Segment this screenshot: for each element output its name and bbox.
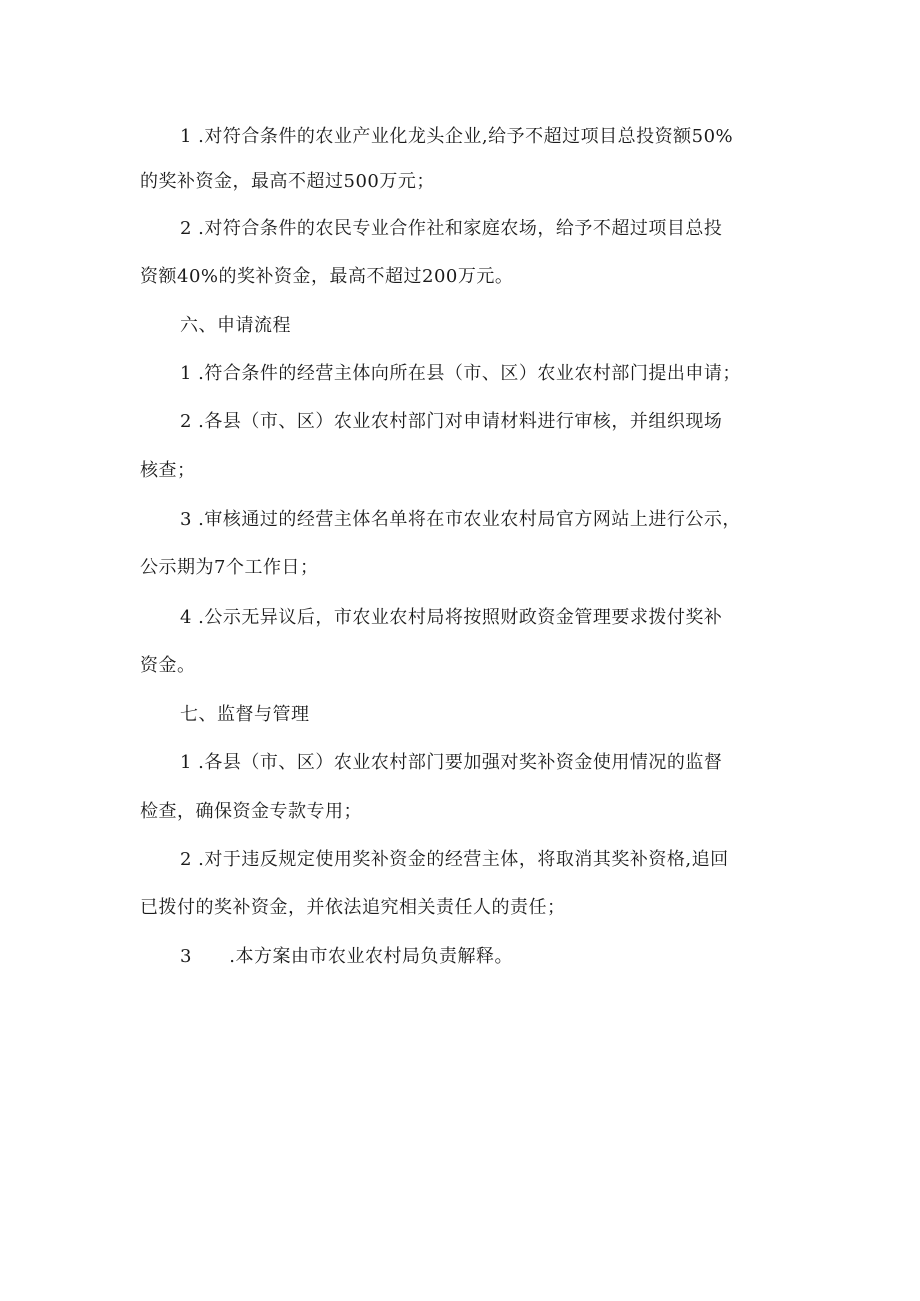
process-item-3-line-2: 公示期为7个工作日； bbox=[140, 557, 319, 578]
subsidy-item-2-line-1: 2 .对符合条件的农民专业合作社和家庭农场，给予不超过项目总投 bbox=[180, 218, 723, 239]
process-item-3-line-1: 3 .审核通过的经营主体名单将在市农业农村局官方网站上进行公示， bbox=[180, 509, 741, 530]
subsidy-item-1-line-1: 1 .对符合条件的农业产业化龙头企业,给予不超过项目总投资额50% bbox=[180, 126, 734, 147]
supervision-item-1-line-2: 检查，确保资金专款专用； bbox=[140, 801, 362, 822]
supervision-item-2-line-2: 已拨付的奖补资金，并依法追究相关责任人的责任； bbox=[140, 897, 566, 918]
process-item-1: 1 .符合条件的经营主体向所在县（市、区）农业农村部门提出申请； bbox=[180, 363, 741, 384]
subsidy-item-2-line-2: 资额40%的奖补资金，最高不超过200万元。 bbox=[140, 266, 514, 287]
process-item-2-line-2: 核查； bbox=[140, 460, 196, 481]
subsidy-item-1-line-2: 的奖补资金，最高不超过500万元； bbox=[140, 171, 435, 192]
process-item-4-line-1: 4 .公示无异议后，市农业农村局将按照财政资金管理要求拨付奖补 bbox=[180, 607, 723, 628]
supervision-item-2-line-1: 2 .对于违反规定使用奖补资金的经营主体，将取消其奖补资格,追回 bbox=[180, 849, 729, 870]
section-heading-application-process: 六、申请流程 bbox=[180, 315, 291, 336]
supervision-item-3: 3 .本方案由市农业农村局负责解释。 bbox=[180, 946, 514, 967]
process-item-2-line-1: 2 .各县（市、区）农业农村部门对申请材料进行审核，并组织现场 bbox=[180, 411, 723, 432]
process-item-4-line-2: 资金。 bbox=[140, 655, 196, 676]
supervision-item-1-line-1: 1 .各县（市、区）农业农村部门要加强对奖补资金使用情况的监督 bbox=[180, 752, 723, 773]
section-heading-supervision: 七、监督与管理 bbox=[180, 704, 310, 725]
